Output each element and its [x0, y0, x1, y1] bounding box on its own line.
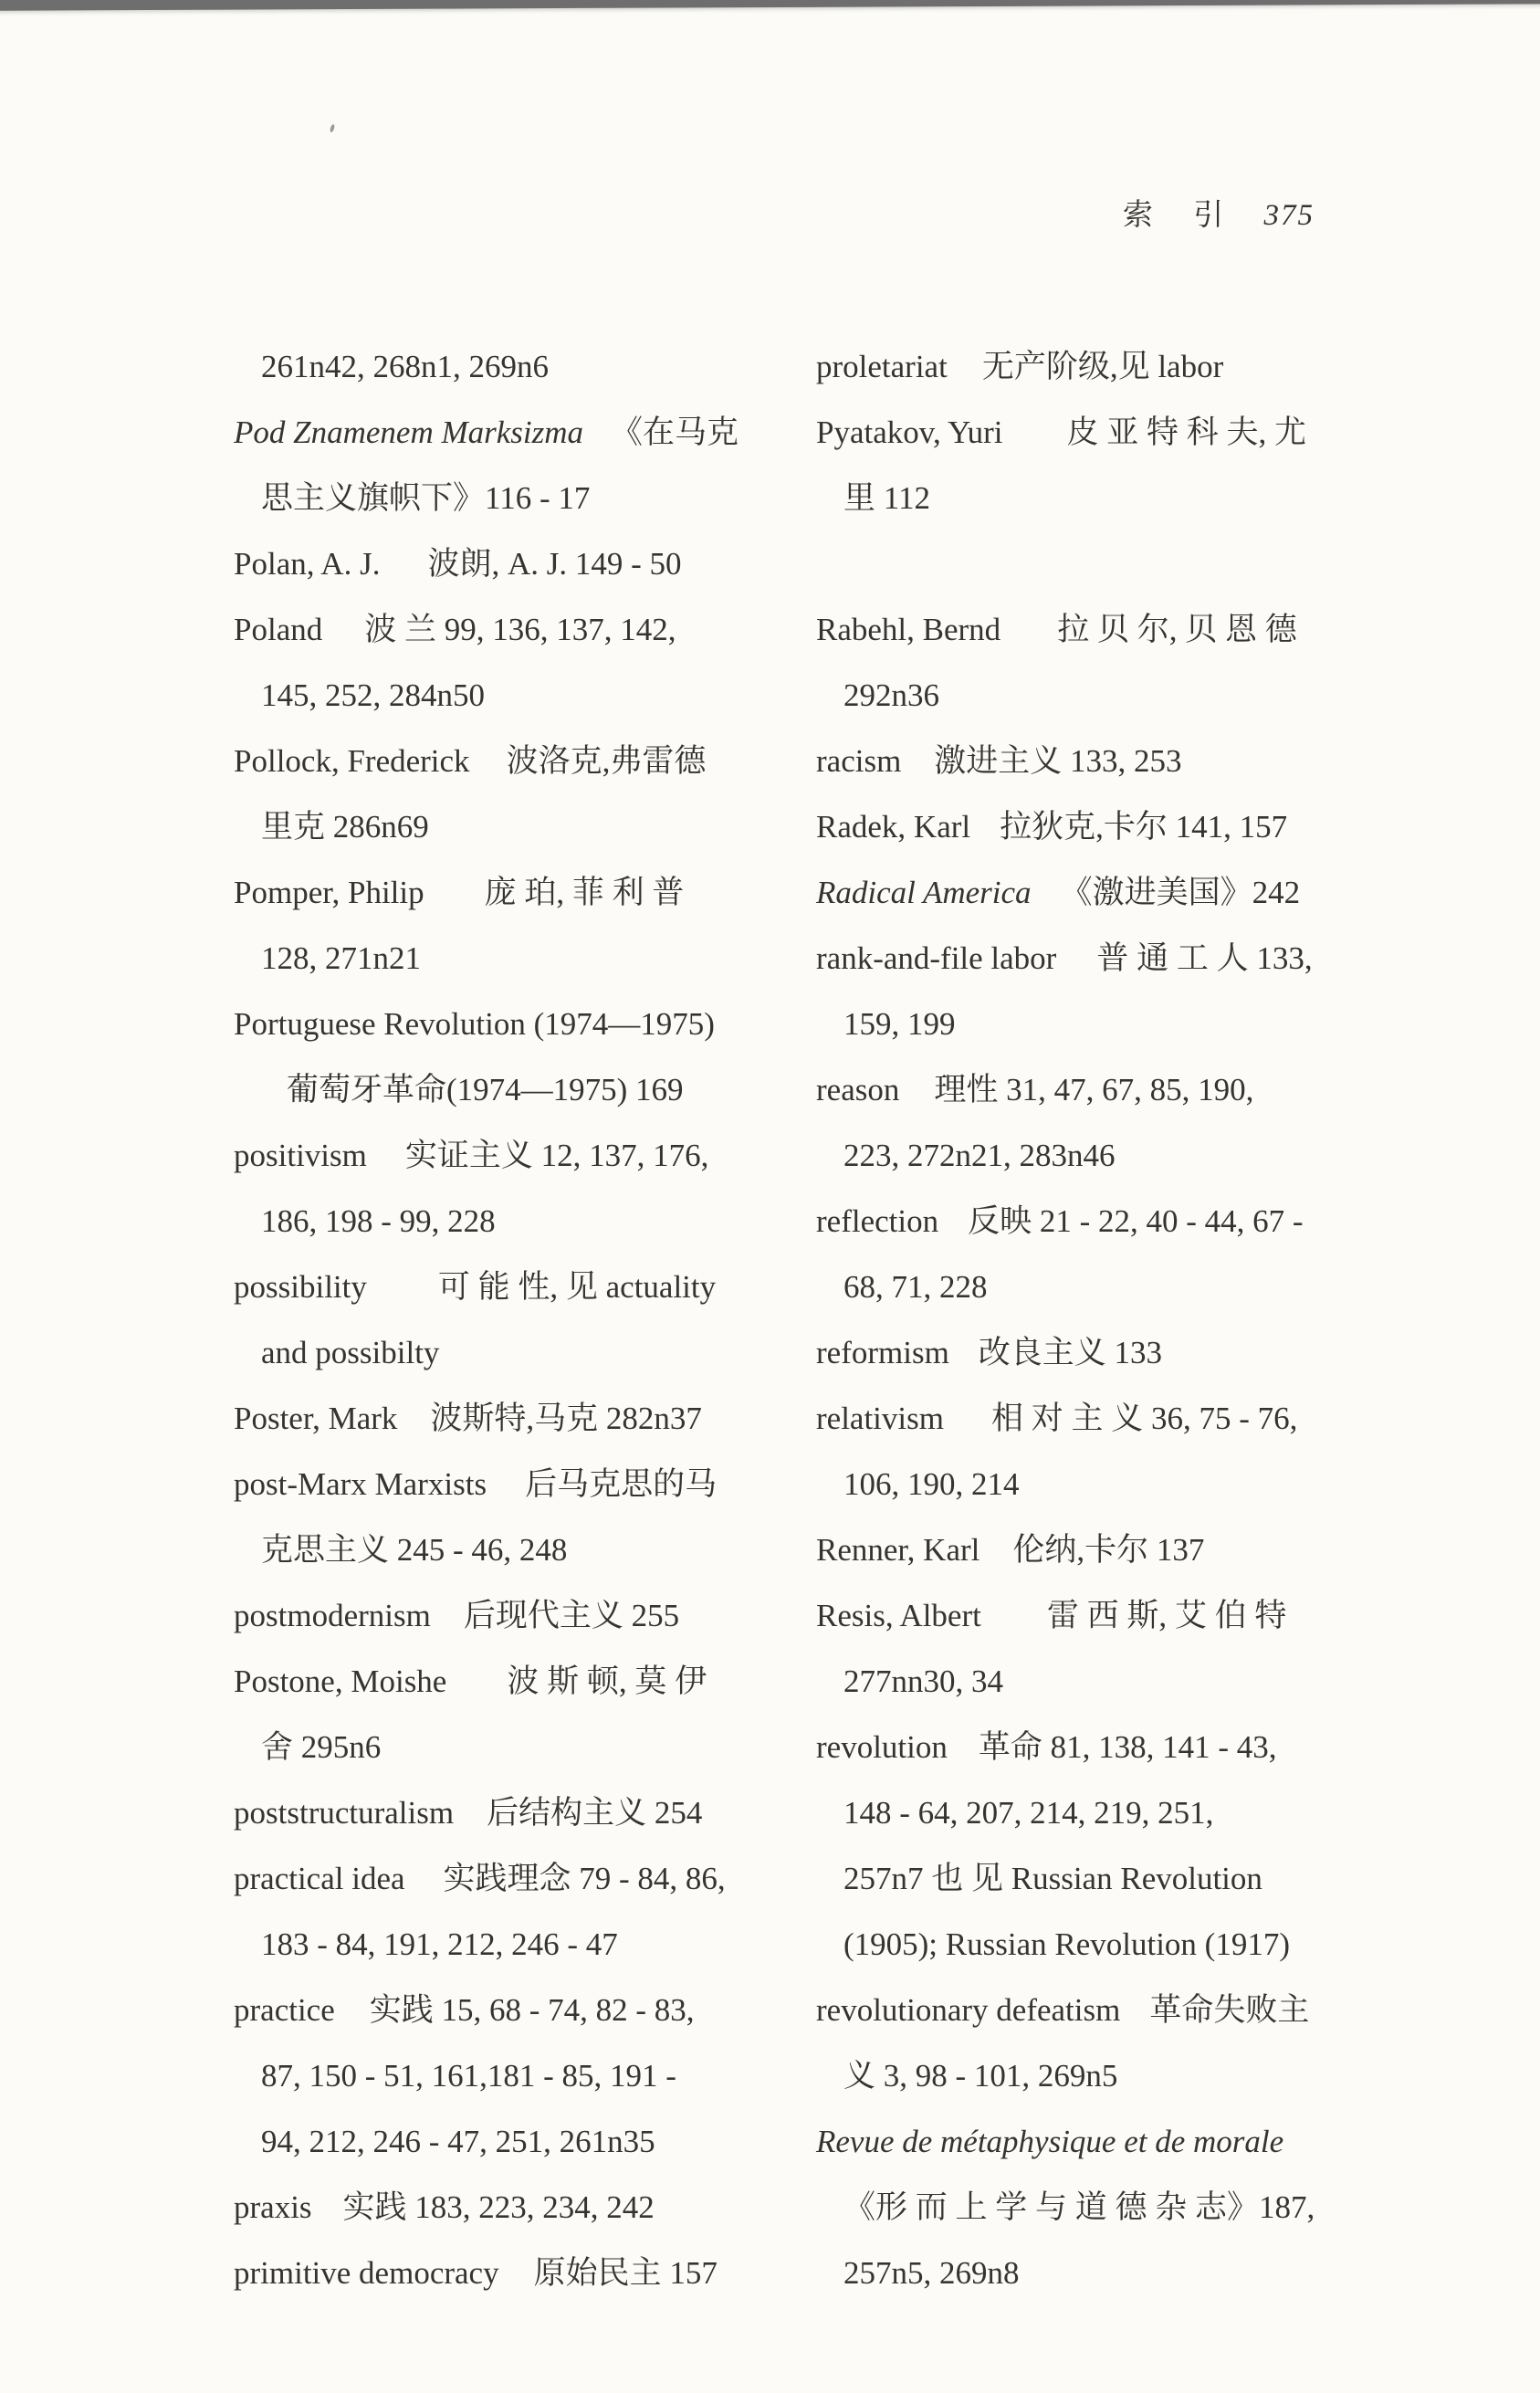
index-line — [816, 1057, 1437, 1123]
index-text: revolution — [816, 1729, 948, 1765]
index-text: rank-and-file labor — [816, 940, 1057, 976]
index-line — [816, 1123, 1437, 1189]
index-line — [234, 926, 854, 992]
index-text: 实证主义 12, 137, 176, — [404, 1138, 709, 1173]
index-text: 皮 亚 特 科 夫, 尤 — [1066, 415, 1306, 450]
index-line — [816, 926, 1437, 992]
index-line — [816, 992, 1437, 1057]
index-line — [816, 2109, 1437, 2175]
index-line — [234, 1189, 854, 1254]
index-text: revolutionary defeatism — [816, 1992, 1121, 2028]
index-text: reformism — [816, 1335, 949, 1370]
index-text: 普 通 工 人 133, — [1096, 940, 1313, 976]
index-line — [816, 1780, 1437, 1846]
index-text: 148 - 64, 207, 214, 219, 251, — [843, 1795, 1214, 1831]
index-text: 庞 珀, 菲 利 普 — [484, 875, 685, 910]
index-text: 波 斯 顿, 莫 伊 — [507, 1664, 707, 1699]
index-line — [234, 992, 854, 1057]
index-line — [234, 2175, 854, 2241]
index-text: 里克 286n69 — [261, 809, 429, 845]
index-text: 257n5, 269n8 — [843, 2255, 1020, 2291]
index-title-italic: Radical America — [816, 875, 1032, 910]
index-text: 186, 198 - 99, 228 — [261, 1203, 496, 1239]
index-text: possibility — [234, 1269, 367, 1305]
index-line — [234, 1912, 854, 1978]
index-text: Polan, A. J. — [234, 546, 381, 582]
index-line — [234, 860, 854, 926]
index-text: Postone, Moishe — [234, 1664, 447, 1699]
index-text: 《形 而 上 学 与 道 德 杂 志》187, — [843, 2189, 1315, 2225]
index-line — [234, 1780, 854, 1846]
index-line — [234, 531, 854, 597]
index-line — [234, 1715, 854, 1780]
index-text: 里 112 — [843, 480, 930, 516]
index-line — [816, 1912, 1437, 1978]
index-text: 145, 252, 284n50 — [261, 677, 485, 713]
index-line — [816, 466, 1437, 531]
index-text: relativism — [816, 1401, 944, 1436]
index-text: practical idea — [234, 1861, 405, 1896]
index-line-blank — [816, 531, 1437, 597]
index-line — [234, 1123, 854, 1189]
index-text: 106, 190, 214 — [843, 1466, 1020, 1502]
index-line — [816, 2175, 1437, 2241]
index-line — [234, 334, 854, 400]
index-text: 拉 贝 尔, 贝 恩 德 — [1057, 612, 1297, 647]
index-line — [816, 1320, 1437, 1386]
index-text: 87, 150 - 51, 161,181 - 85, 191 - — [261, 2058, 676, 2094]
index-text: 波朗, A. J. 149 - 50 — [427, 546, 682, 582]
index-line — [234, 2241, 854, 2306]
index-text: 《在马克 — [611, 415, 739, 450]
index-line — [816, 1978, 1437, 2043]
index-line — [816, 1452, 1437, 1517]
index-line — [234, 2109, 854, 2175]
index-line — [816, 663, 1437, 729]
index-text: 舍 295n6 — [261, 1729, 382, 1765]
index-text: 雷 西 斯, 艾 伯 特 — [1046, 1598, 1287, 1633]
page-number: 375 — [1263, 199, 1315, 232]
index-text: racism — [816, 743, 902, 779]
index-line — [234, 1254, 854, 1320]
index-text: 义 3, 98 - 101, 269n5 — [843, 2058, 1118, 2094]
index-text: practice — [234, 1992, 335, 2028]
index-text: 128, 271n21 — [261, 940, 421, 976]
index-title-italic: Pod Znamenem Marksizma — [234, 415, 584, 450]
scan-speck-artifact — [330, 124, 336, 133]
index-text: 原始民主 157 — [533, 2255, 718, 2291]
index-line — [816, 860, 1437, 926]
index-text: 实践理念 79 - 84, 86, — [443, 1861, 726, 1896]
index-text: 后现代主义 255 — [463, 1598, 680, 1633]
index-text: 可 能 性, 见 actuality — [437, 1269, 717, 1305]
index-text: post-Marx Marxists — [234, 1466, 487, 1502]
index-line — [234, 400, 854, 466]
index-text: praxis — [234, 2189, 312, 2225]
index-line — [816, 334, 1437, 400]
index-text: 波斯特,马克 282n37 — [430, 1401, 702, 1436]
index-text: reflection — [816, 1203, 939, 1239]
header-title-char-1: 索 — [1123, 199, 1153, 232]
index-text: 261n42, 268n1, 269n6 — [261, 349, 549, 384]
index-line — [816, 1386, 1437, 1452]
index-line — [234, 663, 854, 729]
index-text: 伦纳,卡尔 137 — [1012, 1532, 1205, 1568]
index-text: 159, 199 — [843, 1006, 956, 1042]
index-column-left — [234, 334, 854, 2306]
index-text: 94, 212, 246 - 47, 251, 261n35 — [261, 2124, 655, 2159]
index-text: 223, 272n21, 283n46 — [843, 1138, 1116, 1173]
index-text: 改良主义 133 — [978, 1335, 1163, 1370]
index-line — [816, 1517, 1437, 1583]
index-line — [816, 2043, 1437, 2109]
index-text: Pollock, Frederick — [234, 743, 470, 779]
index-line — [234, 729, 854, 794]
index-text: poststructuralism — [234, 1795, 455, 1831]
scan-edge-bar — [0, 0, 1540, 11]
index-text: Pomper, Philip — [234, 875, 424, 910]
index-text: 波洛克,弗雷德 — [506, 743, 707, 779]
index-text: 波 兰 99, 136, 137, 142, — [364, 612, 676, 647]
index-line — [816, 2241, 1437, 2306]
index-text: and possibilty — [261, 1335, 440, 1370]
index-text: 革命失败主 — [1149, 1992, 1310, 2028]
index-text: Resis, Albert — [816, 1598, 981, 1633]
index-line — [234, 466, 854, 531]
index-line — [816, 1254, 1437, 1320]
index-line — [234, 794, 854, 860]
index-text: 《激进美国》242 — [1060, 875, 1301, 910]
index-text: Pyatakov, Yuri — [816, 415, 1003, 450]
index-text: Poland — [234, 612, 323, 647]
index-text: postmodernism — [234, 1598, 431, 1633]
index-text: 革命 81, 138, 141 - 43, — [978, 1729, 1277, 1765]
index-text: (1905); Russian Revolution (1917) — [843, 1926, 1290, 1962]
index-text: 拉狄克,卡尔 141, 157 — [1000, 809, 1288, 845]
index-text: proletariat — [816, 349, 948, 384]
index-text: 257n7 也 见 Russian Revolution — [843, 1861, 1262, 1896]
index-column-right — [816, 334, 1437, 2306]
index-text: 葡萄牙革命(1974—1975) 169 — [287, 1072, 684, 1107]
index-line — [816, 1583, 1437, 1649]
index-text: 后马克思的马 — [525, 1466, 718, 1502]
index-line — [816, 729, 1437, 794]
index-text: Radek, Karl — [816, 809, 971, 845]
index-text: 183 - 84, 191, 212, 246 - 47 — [261, 1926, 618, 1962]
index-text: 相 对 主 义 36, 75 - 76, — [990, 1401, 1298, 1436]
index-text: 68, 71, 228 — [843, 1269, 988, 1305]
index-text: 激进主义 133, 253 — [934, 743, 1182, 779]
index-text: 后结构主义 254 — [487, 1795, 703, 1831]
index-line — [816, 1846, 1437, 1912]
index-text: Portuguese Revolution (1974—1975) — [234, 1006, 715, 1042]
index-line — [816, 1715, 1437, 1780]
index-text: Poster, Mark — [234, 1401, 398, 1436]
index-line — [234, 1452, 854, 1517]
index-text: 无产阶级,见 labor — [981, 349, 1224, 384]
index-line — [234, 2043, 854, 2109]
index-text: 实践 183, 223, 234, 242 — [342, 2189, 655, 2225]
index-line — [234, 1320, 854, 1386]
index-text: Renner, Karl — [816, 1532, 980, 1568]
index-text: 277nn30, 34 — [843, 1664, 1003, 1699]
index-line — [816, 1649, 1437, 1715]
index-line — [234, 1057, 854, 1123]
index-line — [234, 1583, 854, 1649]
index-line — [234, 1846, 854, 1912]
page-header — [1123, 197, 1315, 234]
index-text: 反映 21 - 22, 40 - 44, 67 - — [968, 1203, 1304, 1239]
index-line — [234, 1517, 854, 1583]
index-line — [234, 1978, 854, 2043]
index-text: primitive democracy — [234, 2255, 499, 2291]
index-title-italic: Revue de métaphysique et de morale — [816, 2124, 1284, 2159]
index-text: reason — [816, 1072, 900, 1107]
index-line — [816, 400, 1437, 466]
index-text: 思主义旗帜下》116 - 17 — [261, 480, 591, 516]
index-line — [816, 597, 1437, 663]
index-text: 理性 31, 47, 67, 85, 190, — [934, 1072, 1254, 1107]
index-line — [816, 1189, 1437, 1254]
index-text: Rabehl, Bernd — [816, 612, 1001, 647]
index-text: 292n36 — [843, 677, 939, 713]
index-line — [234, 597, 854, 663]
index-text: positivism — [234, 1138, 367, 1173]
index-line — [234, 1649, 854, 1715]
index-line — [816, 794, 1437, 860]
index-line — [234, 1386, 854, 1452]
index-text: 实践 15, 68 - 74, 82 - 83, — [369, 1992, 695, 2028]
header-title-char-2: 引 — [1193, 199, 1224, 232]
index-text: 克思主义 245 - 46, 248 — [261, 1532, 568, 1568]
